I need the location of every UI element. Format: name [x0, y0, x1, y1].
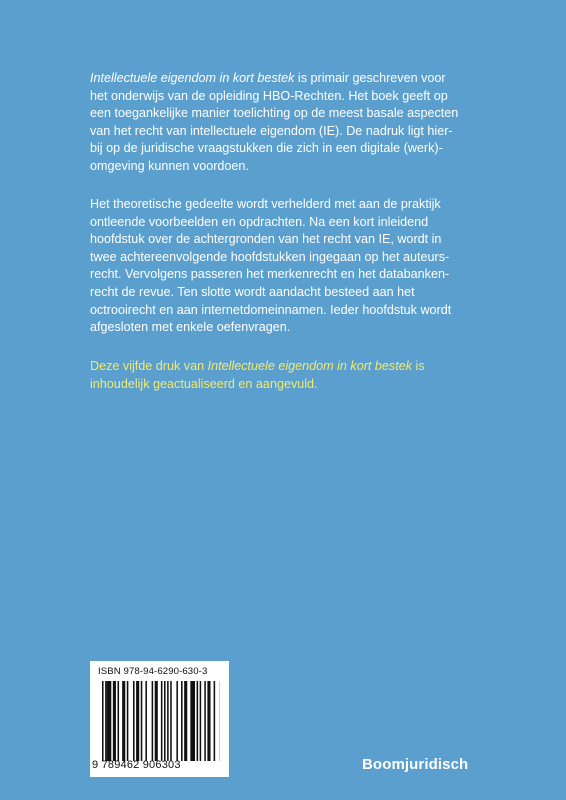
- edition-note: [90, 358, 490, 393]
- book-title-italic: Intellectuele eigendom in kort bestek: [207, 359, 413, 373]
- content-line: ontleende voorbeelden en opdrachten. Na een kort inleidend: [90, 214, 429, 229]
- barcode-bar: [176, 681, 178, 761]
- content-line: afgesloten met enkele oefenvragen.: [90, 320, 291, 335]
- barcode-bar: [133, 681, 135, 761]
- barcode-bar: [167, 681, 169, 761]
- barcode-bar: [161, 681, 163, 761]
- barcode-bar: [145, 681, 147, 761]
- barcode-bar: [127, 681, 129, 761]
- barcode-bar: [181, 681, 183, 761]
- isbn-barcode: [90, 661, 229, 777]
- barcode-bar: [164, 681, 166, 761]
- intro-line-6: omgeving kunnen voordoen.: [90, 158, 249, 173]
- barcode-digits: 9 789462 906303: [92, 759, 181, 771]
- barcode-bar: [204, 681, 206, 761]
- intro-line-2: het onderwijs van de opleiding HBO-Rechten. Het boek geeft op: [90, 88, 448, 103]
- barcode-bar: [200, 681, 202, 761]
- barcode-bar: [152, 681, 154, 761]
- intro-line-4: van het recht van intellectuele eigendom (IE). De nadruk ligt hier-: [90, 123, 453, 138]
- content-line: twee achtereenvolgende hoofdstukken ingegaan op het auteurs-: [90, 249, 450, 264]
- content-line: octrooirecht en aan internetdomeinnamen. Ieder hoofdstuk wordt: [90, 302, 452, 317]
- barcode-bar: [170, 681, 172, 761]
- edition-line-1: Deze vijfde druk van Intellectuele eigendom in kort bestek is: [90, 359, 425, 373]
- content-line: recht. Vervolgens passeren het merkenrecht en het databanken-: [90, 267, 450, 282]
- barcode-bar: [197, 681, 199, 761]
- intro-line-3: een toegankelijke manier toelichting op de meest basale aspecten: [90, 106, 459, 121]
- barcode-bar: [113, 681, 116, 761]
- barcode-bar: [207, 681, 210, 761]
- isbn-label: ISBN 978-94-6290-630-3: [98, 666, 208, 677]
- barcode-bar: [122, 681, 125, 761]
- barcode-bar: [141, 681, 143, 761]
- intro-paragraph: [90, 70, 490, 176]
- book-title-italic: Intellectuele eigendom in kort bestek: [90, 71, 295, 85]
- content-line: hoofdstuk over de achtergronden van het recht van IE, wordt in: [90, 232, 442, 247]
- barcode-bar: [214, 681, 216, 761]
- barcode-bar: [190, 681, 195, 761]
- intro-line-5: bij op de juridische vraagstukken die zich in een digitale (werk)-: [90, 141, 443, 156]
- barcode-bar: [102, 681, 104, 761]
- barcode-bar: [155, 681, 158, 761]
- content-line: Het theoretische gedeelte wordt verhelderd met aan de praktijk: [90, 197, 441, 211]
- intro-line-1: Intellectuele eigendom in kort bestek is primair geschreven voor: [90, 71, 446, 85]
- barcode-bar: [107, 681, 112, 761]
- barcode-bar: [118, 681, 120, 761]
- content-paragraph: [90, 196, 490, 337]
- barcode-bars: [100, 681, 220, 761]
- barcode-bar: [136, 681, 139, 761]
- barcode-bar: [105, 681, 107, 761]
- content-line: recht de revue. Ten slotte wordt aandacht besteed aan het: [90, 284, 415, 299]
- publisher-logo: Boomjuridisch: [362, 756, 469, 773]
- edition-line-2: inhoudelijk geactualiseerd en aangevuld.: [90, 376, 318, 391]
- barcode-bar: [184, 681, 187, 761]
